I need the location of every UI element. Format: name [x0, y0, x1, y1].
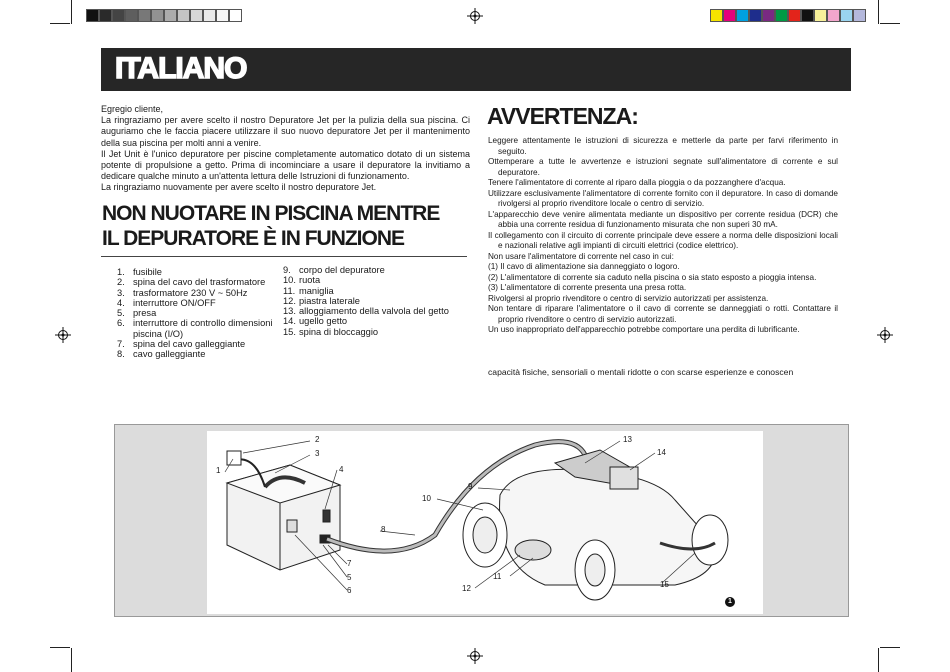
- part-number: 1.: [117, 267, 125, 277]
- part-item: [283, 275, 473, 285]
- callout-3: 3: [315, 449, 320, 458]
- callout-2: 2: [315, 435, 320, 444]
- part-item: [283, 296, 473, 306]
- avvertenza-paragraph: Utilizzare esclusivamente l'alimentatore di corrente fornito con il depuratore. In caso di domande rivolgersi al proprio rivenditore locale o centro di servizio.: [488, 188, 838, 208]
- crop-mark: [880, 23, 900, 24]
- intro-line: Egregio cliente,: [101, 104, 164, 114]
- part-item: [117, 339, 287, 349]
- part-label: ruota: [299, 275, 321, 286]
- part-label: spina di bloccaggio: [299, 326, 379, 337]
- heading-line: NON NUOTARE IN PISCINA MENTRE: [102, 202, 440, 225]
- callout-14: 14: [657, 448, 666, 457]
- part-label: cavo galleggiante: [133, 349, 206, 360]
- crop-mark: [880, 647, 900, 648]
- part-label: presa: [133, 308, 157, 319]
- part-label: interruttore ON/OFF: [133, 297, 216, 308]
- part-label: interruttore di controllo dimensioni piscina (I/O): [133, 318, 273, 339]
- avvertenza-paragraph: L'apparecchio deve venire alimentata mediante un dispositivo per corrente residua (DCR) che abbia una corrente residua di funzionamento misurata che non superi 30 mA.: [488, 209, 838, 229]
- callout-13: 13: [623, 435, 632, 444]
- intro-line: La ringraziamo nuovamente per avere scelto il nostro depuratore Jet.: [101, 182, 377, 193]
- part-label: trasformatore 230 V ~ 50Hz: [133, 287, 248, 298]
- part-number: 7.: [117, 339, 125, 350]
- avvertenza-paragraph: Tenere l'alimentatore di corrente al riparo dalla pioggia o da pozzanghere d'acqua.: [488, 178, 786, 187]
- callout-11: 11: [493, 572, 502, 581]
- part-label: spina del cavo galleggiante: [133, 339, 246, 350]
- divider: [101, 256, 467, 257]
- part-number: 12.: [283, 295, 296, 306]
- part-label: piastra laterale: [299, 295, 360, 306]
- part-number: 11.: [283, 285, 296, 296]
- part-item: [117, 298, 287, 308]
- part-number: 15.: [283, 326, 296, 337]
- part-number: 13.: [283, 306, 296, 317]
- parts-list-left: [117, 267, 287, 360]
- callout-8: 8: [381, 525, 386, 534]
- avvertenza-paragraph: Un uso inappropriato dell'apparecchio potrebbe comportare una perdita di lubrificante.: [488, 325, 800, 334]
- crop-mark: [878, 0, 879, 24]
- part-item: [283, 286, 473, 296]
- crop-mark: [71, 0, 72, 24]
- part-number: 6.: [117, 318, 125, 329]
- part-label: spina del cavo del trasformatore: [133, 277, 266, 288]
- part-item: [283, 316, 473, 326]
- part-number: 4.: [117, 297, 125, 308]
- swim-warning-heading: [102, 201, 482, 251]
- registration-mark-icon: [467, 8, 483, 24]
- avvertenza-paragraph: (3) L'alimentatore di corrente presenta una presa rotta.: [488, 283, 687, 292]
- part-item: [117, 308, 287, 318]
- avvertenza-title: AVVERTENZA:: [487, 103, 638, 129]
- part-number: 8.: [117, 349, 125, 360]
- language-title: ITALIANO: [115, 52, 247, 85]
- diagram-drawing: [115, 425, 850, 618]
- intro-line: La ringraziamo per avere scelto il nostro Depuratore Jet per la pulizia della sua piscina. Ci auguriamo che le faccia piacere utilizzare il suo nuovo depuratore Jet per il mantenimento della sua piscina per molti anni a venire.: [101, 115, 470, 148]
- callout-15: 15: [660, 580, 669, 589]
- part-number: 2.: [117, 277, 125, 288]
- crop-mark: [50, 647, 70, 648]
- product-diagram: [114, 424, 849, 617]
- avvertenza-paragraph: Il collegamento con il circuito di corrente principale deve essere a norma delle disposizioni locali e nazionali relative agli impianti di circuiti elettrici (codice elettrico).: [488, 230, 838, 250]
- part-item: [117, 288, 287, 298]
- part-number: 3.: [117, 287, 125, 298]
- part-item: [283, 306, 473, 316]
- part-item: [117, 277, 287, 287]
- avvertenza-paragraph: Ottemperare a tutte le avvertenze e istruzioni segnate sull'alimentatore di corrente e sul depuratore.: [488, 157, 838, 177]
- intro-line: Il Jet Unit è l'unico depuratore per piscine completamente automatico dotato di un sistema potente di propulsione a getto. Prima di incominciare a usare il depuratore la invitiamo a dedicare qualche minuto a un'attenta lettura delle Istruzioni di funzionamento.: [101, 148, 470, 182]
- part-label: maniglia: [299, 285, 334, 296]
- crop-mark: [878, 648, 879, 672]
- figure-number-badge: 1: [725, 597, 735, 607]
- avvertenza-paragraph: Non tentare di riparare l'alimentatore o il cavo di corrente se danneggiati o rotti. Contattare il proprio rivenditore o centro di servizio autorizzati.: [488, 304, 838, 324]
- avvertenza-paragraph: Non usare l'alimentatore di corrente nel caso in cui:: [488, 251, 674, 261]
- part-label: fusibile: [133, 267, 162, 277]
- part-item: [283, 327, 473, 337]
- callout-6: 6: [347, 586, 352, 595]
- avvertenza-paragraph: (2) L'alimentatore di corrente sia caduto nella piscina o sia stato esposto a pioggia intensa.: [488, 272, 817, 282]
- crop-mark: [50, 23, 70, 24]
- callout-5: 5: [347, 573, 352, 582]
- callout-7: 7: [347, 559, 352, 568]
- avvertenza-text: [488, 136, 838, 336]
- registration-mark-icon: [877, 327, 893, 343]
- avvertenza-extra-line: capacità fisiche, sensoriali o mentali ridotte o con scarse esperienze e conoscen: [488, 367, 794, 377]
- part-number: 5.: [117, 308, 125, 319]
- heading-line: IL DEPURATORE È IN FUNZIONE: [102, 227, 405, 250]
- callout-10: 10: [422, 494, 431, 503]
- transformer-drawing: [227, 465, 340, 570]
- part-item: [283, 265, 473, 275]
- part-label: alloggiamento della valvola del getto: [299, 306, 449, 317]
- avvertenza-paragraph: Leggere attentamente le istruzioni di sicurezza e metterle da parte per farvi riferimento in seguito.: [488, 136, 838, 156]
- callout-12: 12: [462, 584, 471, 593]
- part-item: [117, 318, 287, 339]
- part-item: [117, 349, 287, 359]
- avvertenza-paragraph: (1) Il cavo di alimentazione sia danneggiato o logoro.: [488, 262, 680, 271]
- part-number: 9.: [283, 265, 291, 275]
- parts-list-right: [283, 265, 473, 337]
- plug-drawing: [227, 451, 241, 465]
- part-item: [117, 267, 287, 277]
- part-label: ugello getto: [299, 316, 348, 327]
- registration-mark-icon: [55, 327, 71, 343]
- avvertenza-paragraph: Rivolgersi al proprio rivenditore o centro di servizio autorizzati per assistenza.: [488, 293, 769, 303]
- callout-4: 4: [339, 465, 344, 474]
- part-label: corpo del depuratore: [299, 265, 385, 275]
- callout-1: 1: [216, 466, 221, 475]
- crop-mark: [71, 648, 72, 672]
- cleaner-drawing: [463, 450, 728, 600]
- callout-9: 9: [468, 482, 473, 491]
- intro-text: [101, 104, 470, 194]
- part-number: 14.: [283, 316, 296, 327]
- part-number: 10.: [283, 275, 296, 286]
- registration-mark-icon: [467, 648, 483, 664]
